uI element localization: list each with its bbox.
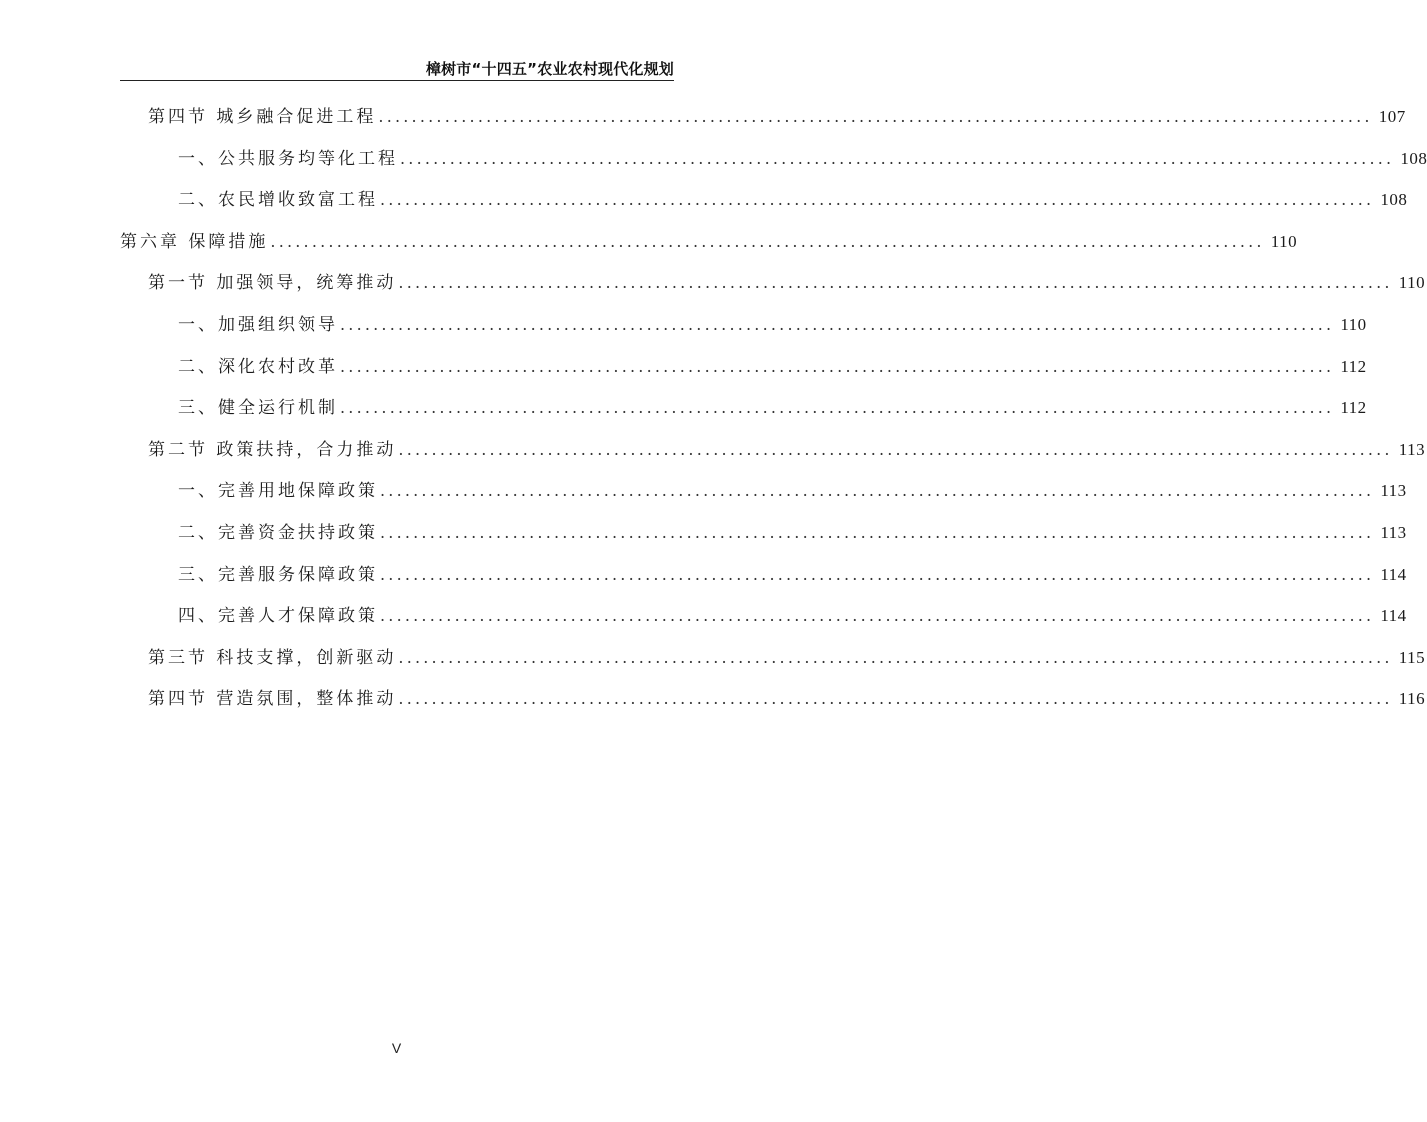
toc-entry-title: 三、健全运行机制 <box>178 398 338 418</box>
toc-leader-dots: ........................................................................................................................ <box>398 273 1393 292</box>
toc-entry-page: 114 <box>1380 565 1407 584</box>
toc-entry[interactable] <box>178 522 1407 544</box>
toc-entry[interactable] <box>148 439 1426 461</box>
toc-leader-dots: ........................................................................................................................ <box>400 149 1395 168</box>
toc-entry-title: 二、深化农村改革 <box>178 357 338 377</box>
toc-entry-page: 108 <box>1380 190 1408 209</box>
toc-leader-dots: ........................................................................................................................ <box>380 523 1375 542</box>
toc-entry[interactable] <box>178 189 1408 211</box>
toc-entry[interactable] <box>148 647 1426 669</box>
header-rule <box>120 80 674 81</box>
toc-entry-title: 三、完善服务保障政策 <box>178 565 378 585</box>
toc-entry-title: 二、农民增收致富工程 <box>178 190 378 210</box>
toc-entry-title: 一、完善用地保障政策 <box>178 481 378 501</box>
toc-entry[interactable] <box>120 231 1298 253</box>
page-number: V <box>391 1040 402 1056</box>
toc-leader-dots: ........................................................................................................................ <box>398 648 1393 667</box>
toc-entry-title: 一、加强组织领导 <box>178 315 338 335</box>
toc-entry-page: 112 <box>1340 357 1367 376</box>
toc-leader-dots: ........................................................................................................................ <box>398 440 1393 459</box>
toc-entry-title: 第三节 科技支撑，创新驱动 <box>148 648 397 668</box>
toc-entry-page: 115 <box>1398 648 1426 667</box>
toc-entry-title: 第六章 保障措施 <box>120 232 269 252</box>
toc-entry-title: 一、公共服务均等化工程 <box>178 149 398 169</box>
toc-leader-dots: ........................................................................................................................ <box>340 357 1335 376</box>
toc-leader-dots: ........................................................................................................................ <box>270 232 1265 251</box>
toc-entry-page: 110 <box>1398 273 1426 292</box>
toc-leader-dots: ........................................................................................................................ <box>340 398 1335 417</box>
toc-entry-page: 112 <box>1340 398 1367 417</box>
toc-entry-page: 110 <box>1340 315 1367 334</box>
toc-entry[interactable] <box>178 314 1367 336</box>
toc-entry-page: 116 <box>1398 689 1426 708</box>
toc-entry-page: 108 <box>1400 149 1427 168</box>
toc-entry[interactable] <box>178 148 1427 170</box>
toc-entry-page: 110 <box>1270 232 1298 251</box>
toc-entry-title: 第一节 加强领导，统筹推动 <box>148 273 397 293</box>
toc-entry-title: 第二节 政策扶持，合力推动 <box>148 440 397 460</box>
toc-entry[interactable] <box>178 564 1407 586</box>
toc-entry-title: 第四节 城乡融合促进工程 <box>148 107 377 127</box>
toc-entry-page: 113 <box>1380 481 1407 500</box>
toc-leader-dots: ........................................................................................................................ <box>380 606 1375 625</box>
toc-entry[interactable] <box>178 605 1407 627</box>
toc-entry-page: 113 <box>1380 523 1407 542</box>
toc-entry-page: 107 <box>1378 107 1406 126</box>
toc-entry[interactable] <box>148 106 1406 128</box>
toc-entry-page: 114 <box>1380 606 1407 625</box>
toc-entry[interactable] <box>178 356 1367 378</box>
document-header-title: 樟树市“十四五”农业农村现代化规划 <box>425 60 674 78</box>
toc-entry[interactable] <box>178 480 1407 502</box>
toc-leader-dots: ........................................................................................................................ <box>340 315 1335 334</box>
toc-entry[interactable] <box>178 397 1367 419</box>
toc-entry-title: 第四节 营造氛围，整体推动 <box>148 689 397 709</box>
toc-entry[interactable] <box>148 272 1426 294</box>
toc-leader-dots: ........................................................................................................................ <box>380 190 1375 209</box>
toc-leader-dots: ........................................................................................................................ <box>380 481 1375 500</box>
toc-leader-dots: ........................................................................................................................ <box>380 565 1375 584</box>
toc-entry-title: 四、完善人才保障政策 <box>178 606 378 626</box>
toc-leader-dots: ........................................................................................................................ <box>398 689 1393 708</box>
toc-leader-dots: ........................................................................................................................ <box>378 107 1373 126</box>
toc-entry[interactable] <box>148 688 1426 710</box>
toc-entry-page: 113 <box>1398 440 1426 459</box>
toc-entry-title: 二、完善资金扶持政策 <box>178 523 378 543</box>
